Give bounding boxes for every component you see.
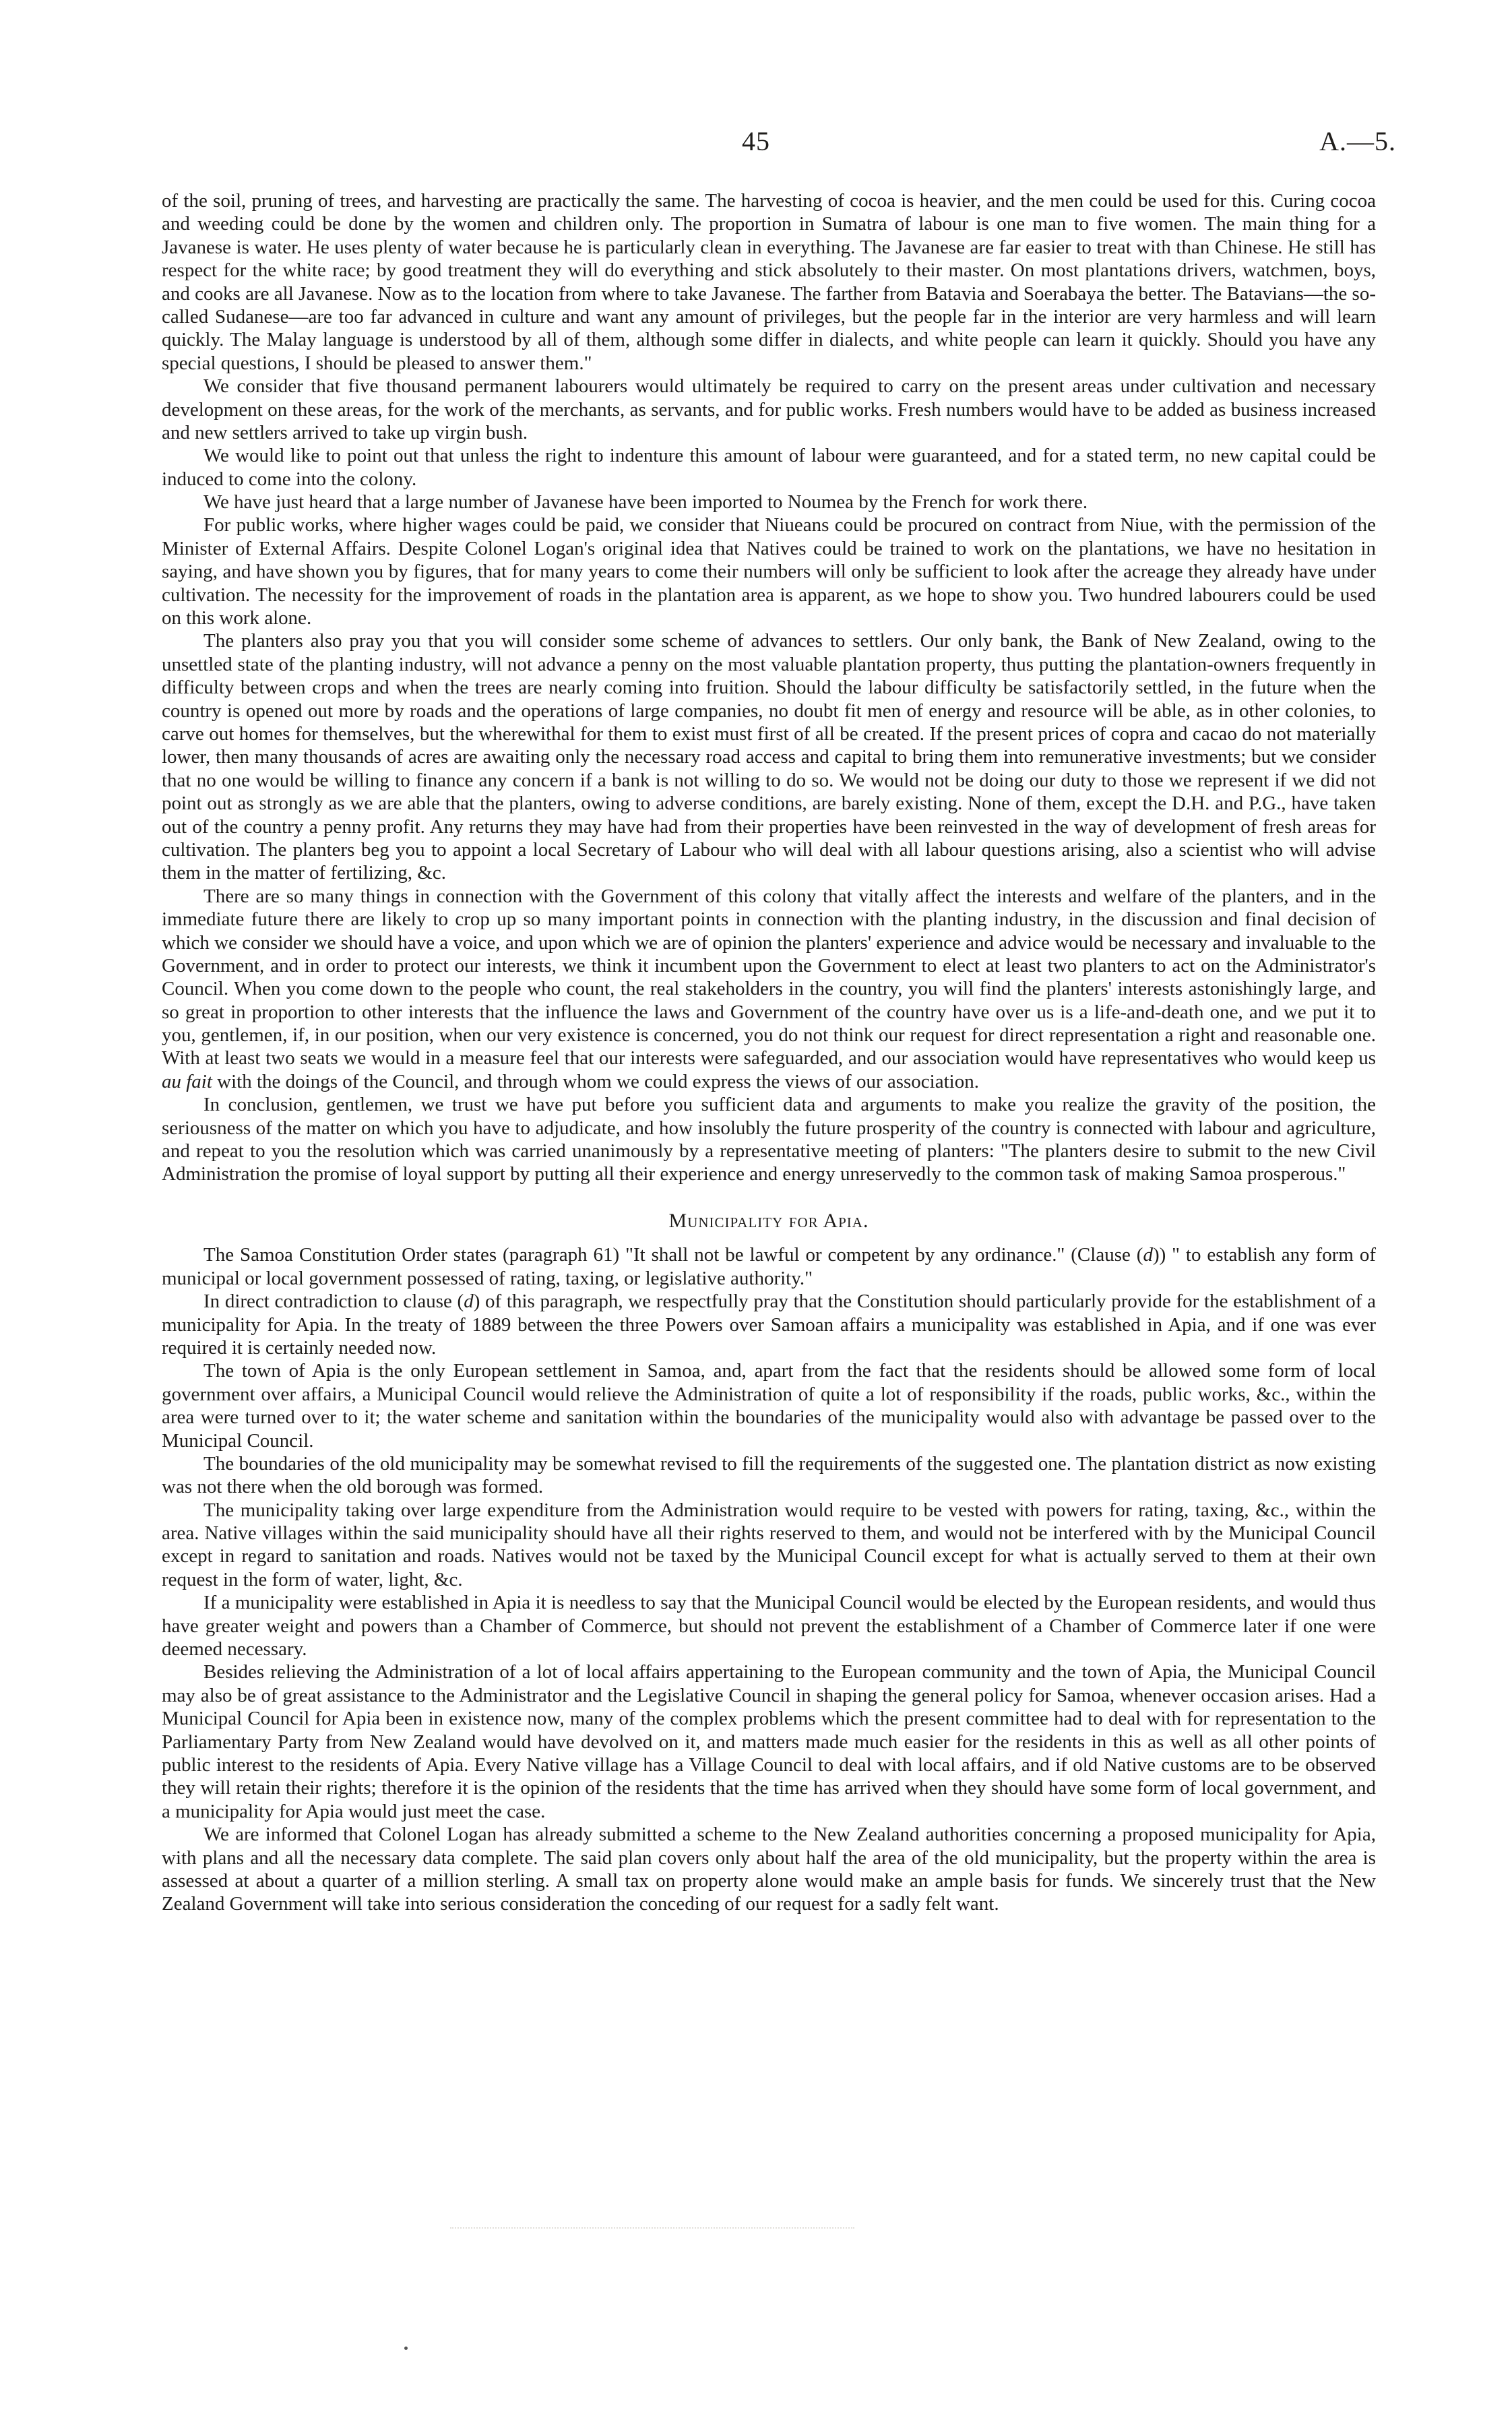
paragraph-contradiction xyxy=(162,1290,1376,1359)
paragraph-five-thousand-labourers: We consider that five thousand permanent labourers would ultimately be required to carry on the present areas under cultivation and necessary development on these areas, for the work of the merchants, as servants, and for public works. Fresh numbers would have to be added as business increased and new settlers arrived to take up virgin bush. xyxy=(162,375,1376,443)
text-segment: The Samoa Constitution Order states (paragraph 61) "It shall not be lawful or competent by any ordinance." (Clause ( xyxy=(203,1244,1143,1266)
text-segment: )) " to establish any form of municipal or local government possessed of rating, taxing, or legislative authority." xyxy=(162,1244,1376,1289)
paragraph-representation xyxy=(162,885,1376,1094)
document-reference: A.—5. xyxy=(1319,126,1396,156)
paragraph-relieving-administration: Besides relieving the Administration of a lot of local affairs appertaining to the European community and the town of Apia, the Municipal Council may also be of great assistance to the Administrator and the Legislative Council in shaping the general policy for Samoa, whenever occasion arises. Had a Municipal Council for Apia been in existence now, many of the complex problems which the present committee had to deal with for representation to the Parliamentary Party from New Zealand would have devolved on it, and matters made much easier for the residents in this as well as all other points of public interest to the residents of Apia. Every Native village has a Village Council to deal with local affairs, and if old Native customs are to be observed they will retain their rights; therefore it is the opinion of the residents that the time has arrived when they should have some form of local government, and a municipality for Apia would just meet the case. xyxy=(162,1661,1376,1822)
text-segment: In direct contradiction to clause ( xyxy=(203,1291,464,1313)
paragraph-conclusion: In conclusion, gentlemen, we trust we have put before you sufficient data and arguments to make you realize the gravity of the position, the seriousness of the matter on which you have to adjudicate, and how insolubly the future prosperity of the country is connected with labour and agriculture, and repeat to you the resolution which was carried unanimously by a representative meeting of planters: "The planters desire to submit to the new Civil Administration the promise of loyal support by putting all their experience and energy unreservedly to the common task of making Samoa prosperous." xyxy=(162,1094,1376,1185)
section-heading: Municipality for Apia. xyxy=(668,1209,869,1232)
paragraph-javanese-labour: of the soil, pruning of trees, and harvesting are practically the same. The harvesting of cocoa is heavier, and the men could be used for this. Curing cocoa and weeding could be done by the women and children only. The proportion in Sumatra of labour is one man to five women. The main thing for a Javanese is water. He uses plenty of water because he is particularly clean in everything. The Javanese are far easier to treat with than Chinese. He still has respect for the white race; by good treatment they will do everything and stick absolutely to their master. On most plantations drivers, watchmen, boys, and cooks are all Javanese. Now as to the location from where to take Javanese. The farther from Batavia and Soerabaya the better. The Batavians—the so-called Sudanese—are too far advanced in culture and want any amount of privileges, but the people far in the interior are very harmless and will learn quickly. The Malay language is understood by all of them, although some differ in dialects, and white people can learn it quickly. Should you have any special questions, I should be pleased to answer them." xyxy=(162,190,1376,374)
paragraph-noumea: We have just heard that a large number of Javanese have been imported to Noumea by the French for work there. xyxy=(203,491,1088,514)
clause-letter: d xyxy=(1143,1244,1153,1266)
paragraph-election: If a municipality were established in Apia it is needless to say that the Municipal Council would be elected by the European residents, and would thus have greater weight and powers than a Chamber of Commerce, but should not prevent the establishment of a Chamber of Commerce later if one were deemed necessary. xyxy=(162,1592,1376,1661)
text-segment: with the doings of the Council, and through whom we could express the views of our association. xyxy=(212,1070,979,1092)
clause-letter: d xyxy=(464,1291,474,1313)
paragraph-town-of-apia: The town of Apia is the only European settlement in Samoa, and, apart from the fact that the residents should be allowed some form of local government over affairs, a Municipal Council would relieve the Administration of quite a lot of responsibility if the roads, public works, &c., within the area were turned over to it; the water scheme and sanitation within the boundaries of the municipality would also with advantage be passed over to the Municipal Council. xyxy=(162,1360,1376,1452)
text-segment: ) of this paragraph, we respectfully pray that the Constitution should particularly provide for the establishment of a municipality for Apia. In the treaty of 1889 between the three Powers over Samoan affairs a municipality was established in Apia, and if one was ever required it is certainly needed now. xyxy=(162,1291,1376,1359)
page-number: 45 xyxy=(742,126,770,156)
print-trace-mark xyxy=(450,2227,854,2230)
paragraph-advances: The planters also pray you that you will consider some scheme of advances to settlers. Our only bank, the Bank of New Zealand, owing to the unsettled state of the planting industry, will not advance a penny on the most valuable plantation property, thus putting the plantation-owners frequently in difficulty between crops and when the trees are nearly coming into fruition. Should the labour difficulty be satisfactorily settled, in the future when the country is opened out more by roads and the operations of large companies, no doubt fit men of energy and resource will be able, as in other colonies, to carve out homes for themselves, but the wherewithal for them to exist must first of all be created. If the present prices of copra and cacao do not materially lower, then many thousands of acres are awaiting only the necessary road access and capital to bring them into remunerative investments; but we consider that no one would be willing to finance any concern if a bank is not willing to do so. We would not be doing our duty to those we represent if we did not point out as strongly as we are able that the planters, owing to adverse conditions, are barely existing. None of them, except the D.H. and P.G., have taken out of the country a penny profit. Any returns they may have had from their properties have been reinvested in the way of development of fresh areas for cultivation. The planters beg you to appoint a local Secretary of Labour who will deal with all labour questions arising, also a scientist who will advise them in the matter of fertilizing, &c. xyxy=(162,630,1376,884)
paragraph-public-works: For public works, where higher wages could be paid, we consider that Niueans could be procured on contract from Niue, with the permission of the Minister of External Affairs. Despite Colonel Logan's original idea that Natives could be trained to work on the plantations, we have no hesitation in saying, and have shown you by figures, that for many years to come their numbers will only be sufficient to look after the acreage they already have under cultivation. The necessity for the improvement of roads in the plantation area is apparent, as we hope to show you. Two hundred labourers could be used on this work alone. xyxy=(162,514,1376,629)
body-text xyxy=(162,189,1376,1916)
paragraph-constitution-order xyxy=(162,1243,1376,1290)
text-segment: There are so many things in connection with the Government of this colony that vitally affect the interests and welfare of the planters, and in the immediate future there are likely to crop up so many important points in connection with the planting industry, in the discussion and final decision of which we consider we should have a voice, and upon which we are of opinion the planters' experience and advice would be necessary and invaluable to the Government, and in order to protect our interests, we think it incumbent upon the Government to elect at least two planters to act on the Administrator's Council. When you come down to the people who count, the real stakeholders in the country, you will find the planters' interests astonishingly large, and so great in proportion to other interests that the influence the laws and Government of the country have over us is a life-and-death one, and we put it to you, gentlemen, if, in our position, when our very existence is concerned, you do not think our request for direct representation a right and reasonable one. With at least two seats we would in a measure feel that our interests were safeguarded, and our association would have representatives who would keep us xyxy=(162,885,1376,1069)
paragraph-boundaries: The boundaries of the old municipality may be somewhat revised to fill the requirements of the suggested one. The plantation district as now existing was not there when the old borough was formed. xyxy=(162,1452,1376,1498)
paragraph-indenture: We would like to point out that unless the right to indenture this amount of labour were guaranteed, and for a stated term, no new capital could be induced to come into the colony. xyxy=(162,445,1376,490)
ink-speck xyxy=(404,2347,408,2350)
paragraph-logan-scheme: We are informed that Colonel Logan has already submitted a scheme to the New Zealand authorities concerning a proposed municipality for Apia, with plans and all the necessary data complete. The said plan covers only about half the area of the old municipality, but the property within the area is assessed at about a quarter of a million sterling. A small tax on property alone would make an ample basis for funds. We sincerely trust that the New Zealand Government will take into serious consideration the conceding of our request for a sadly felt want. xyxy=(162,1824,1376,1915)
italic-phrase: au fait xyxy=(162,1070,212,1092)
paragraph-rating-powers: The municipality taking over large expenditure from the Administration would require to be vested with powers for rating, taxing, &c., within the area. Native villages within the said municipality should have all their rights reserved to them, and would not be interfered with by the Municipal Council except in regard to sanitation and roads. Natives would not be taxed by the Municipal Council except for what is actually served to them at their own request in the form of water, light, &c. xyxy=(162,1499,1376,1590)
